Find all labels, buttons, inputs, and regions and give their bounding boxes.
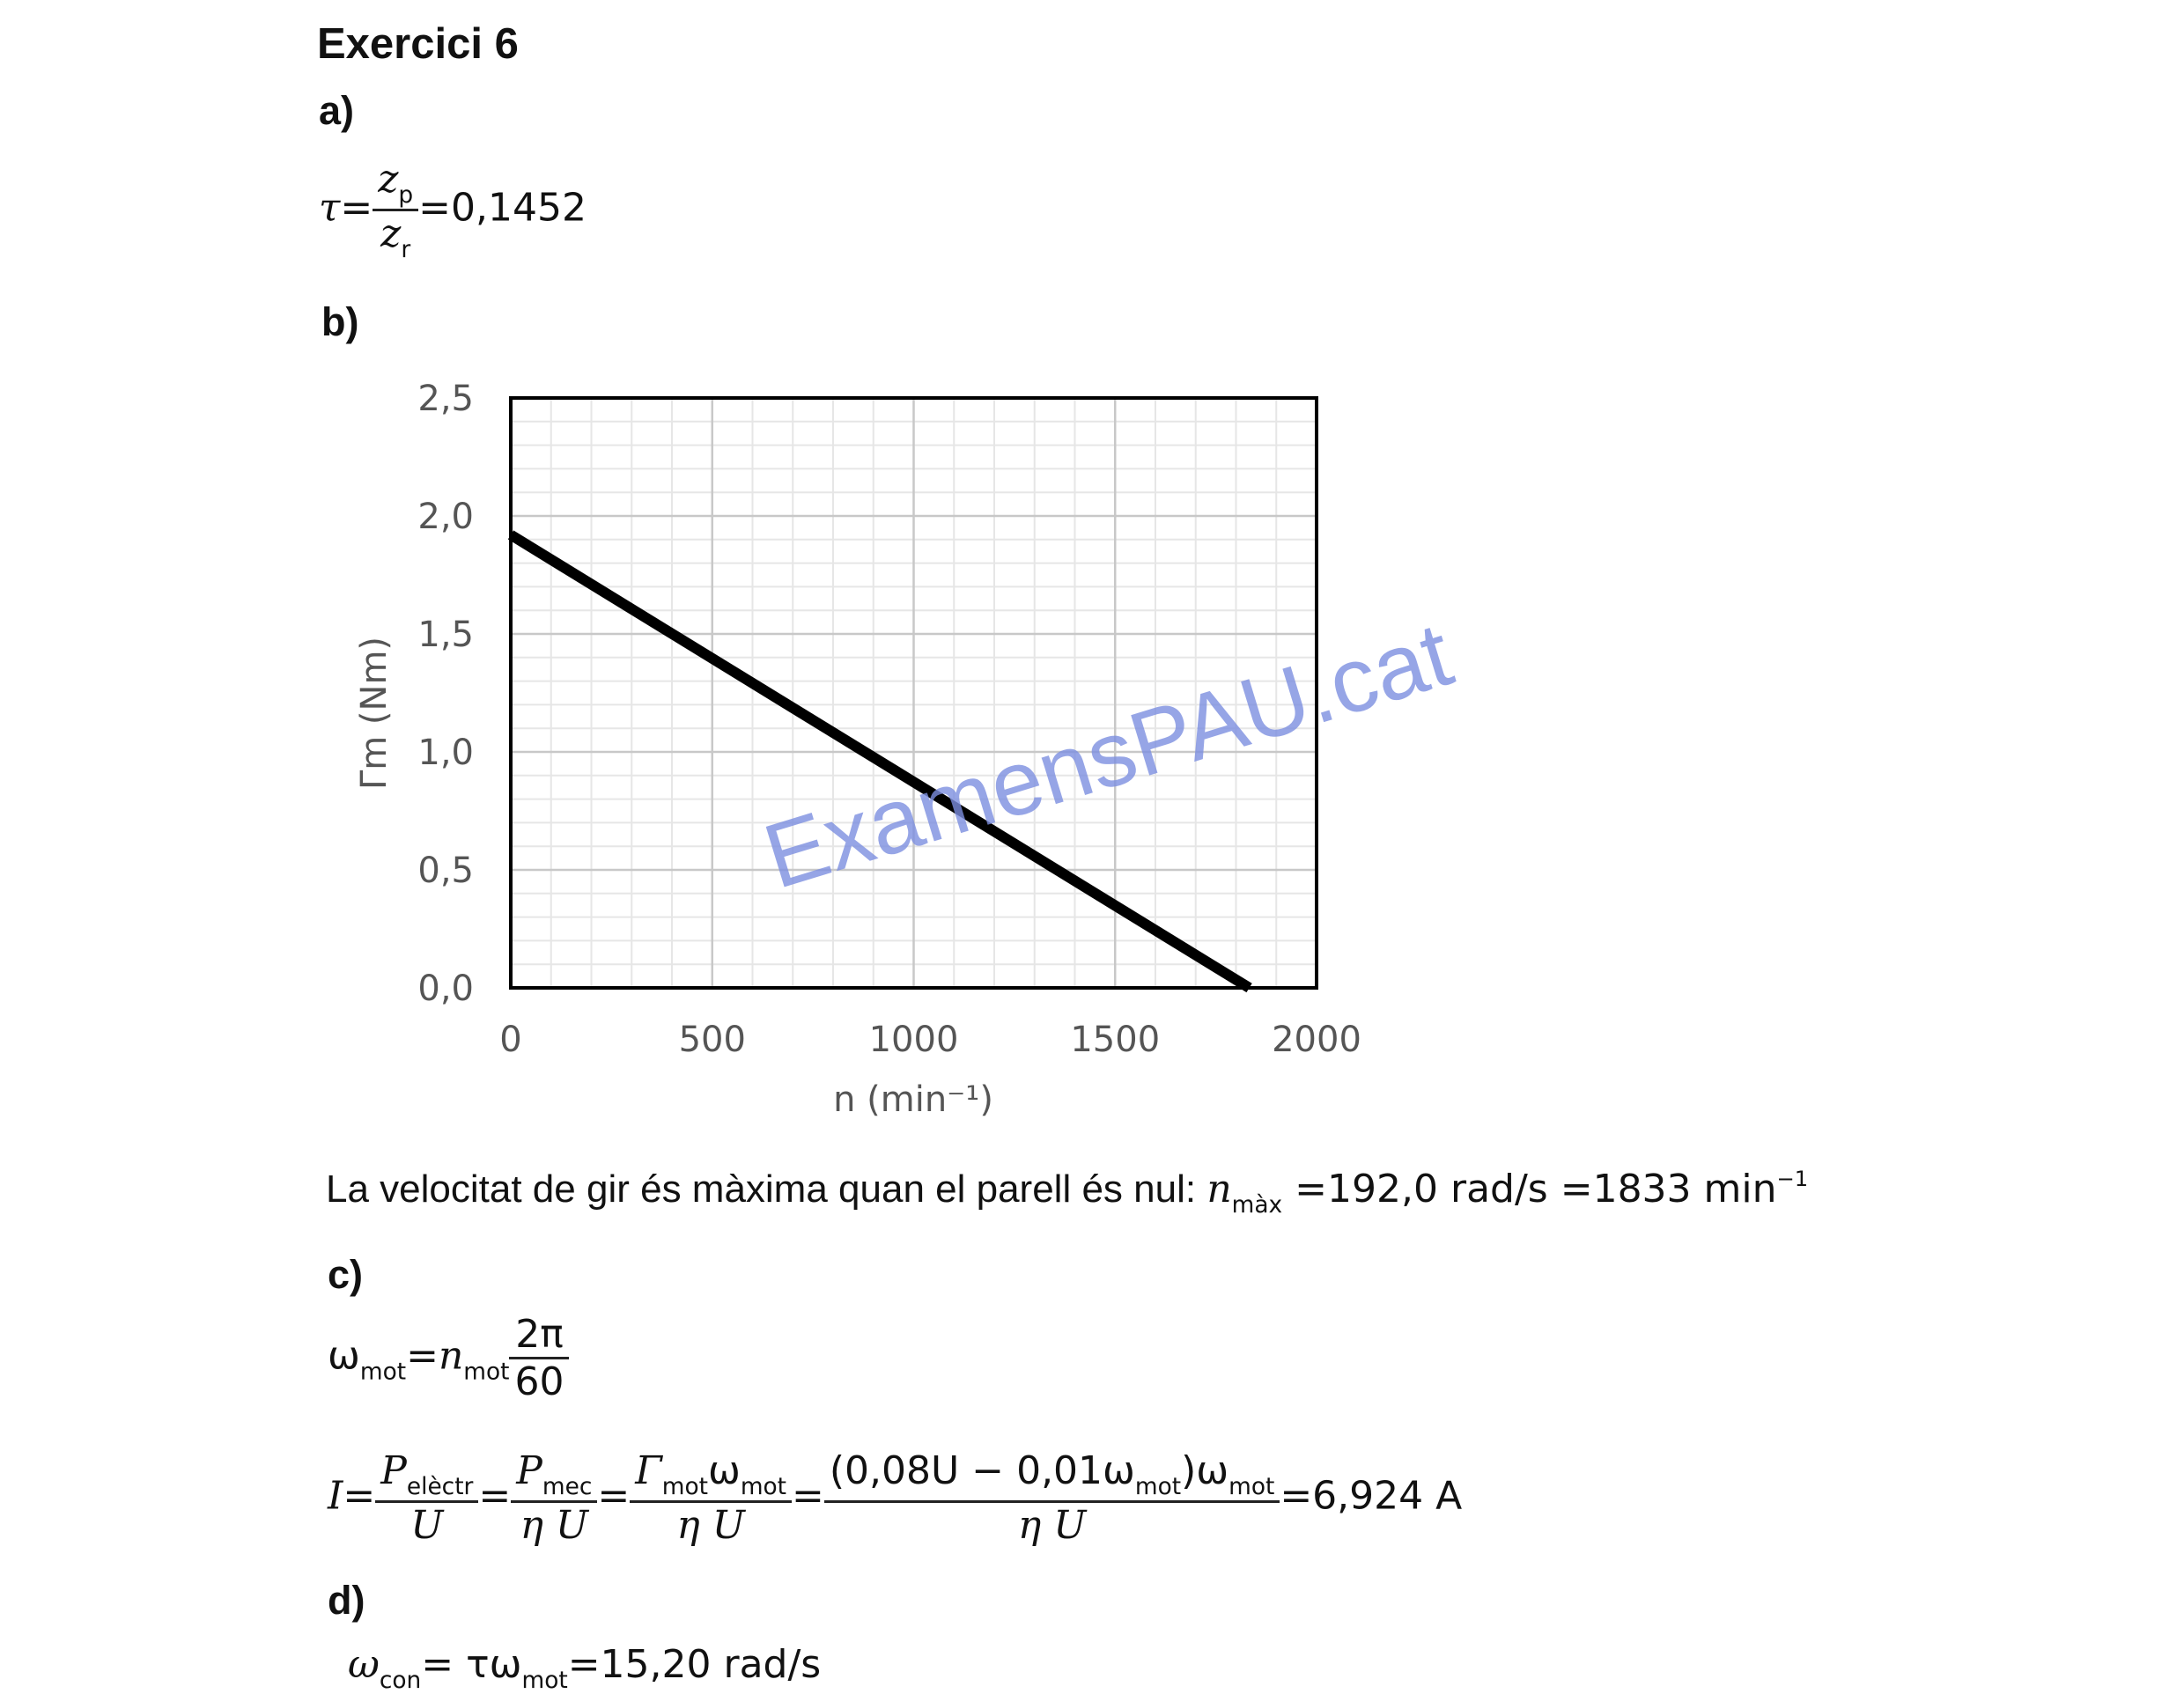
section-b-label: b) <box>321 299 359 344</box>
equals-sign: = <box>406 1333 439 1379</box>
torque-speed-chart <box>335 370 1462 1145</box>
denominator-sub: r <box>401 235 411 263</box>
current-result: =6,924 A <box>1280 1473 1463 1519</box>
gamma-sub: mot <box>661 1472 708 1500</box>
watermark: ExamensPAU.cat <box>753 602 1464 909</box>
denominator: U <box>375 1500 478 1548</box>
section-d-label: d) <box>328 1578 365 1623</box>
x-tick-label: 2000 <box>1272 1020 1361 1060</box>
n-symbol: n <box>438 1333 464 1379</box>
y-tick-label: 0,0 <box>417 969 474 1009</box>
equals-sign: = <box>340 185 373 231</box>
max-speed-text: La velocitat de gir és màxima quan el parell és nul: <box>326 1167 1197 1212</box>
x-tick-label: 500 <box>678 1020 746 1060</box>
omega-symbol: ω <box>707 1448 741 1493</box>
denominator: η U <box>630 1500 792 1548</box>
p-symbol: P <box>516 1448 542 1493</box>
equals-sign: = <box>597 1473 631 1519</box>
gamma-symbol: Γ <box>635 1448 662 1493</box>
torque-expression: (0,08U − 0,01ω <box>829 1448 1135 1493</box>
omega-sub: con <box>379 1666 422 1694</box>
equals-sign: = <box>478 1473 512 1519</box>
numerator: 2π <box>515 1312 564 1357</box>
tau-omega: = τω <box>421 1642 522 1687</box>
y-tick-label: 2,5 <box>417 379 474 419</box>
current-symbol: I <box>328 1473 343 1519</box>
omega-sub: mot <box>1134 1472 1182 1500</box>
omega-sub: mot <box>521 1666 568 1694</box>
max-speed-values: =192,0 rad/s =1833 min <box>1295 1167 1777 1212</box>
x-tick-labels <box>499 1020 1361 1060</box>
y-tick-label: 1,0 <box>417 733 474 773</box>
page-title: Exercici 6 <box>317 20 519 68</box>
fraction-pelectr-u <box>375 1448 478 1548</box>
p-sub: mec <box>542 1472 593 1500</box>
y-tick-label: 0,5 <box>417 851 474 891</box>
numerator-sub: p <box>398 180 414 209</box>
omega-sub: mot <box>740 1472 787 1500</box>
section-a-label: a) <box>319 88 355 133</box>
x-tick-label: 1000 <box>868 1020 959 1060</box>
equals-sign: = <box>343 1473 376 1519</box>
fraction-2pi-60 <box>509 1312 569 1404</box>
fraction-torque-expression <box>824 1448 1280 1548</box>
formula-current <box>328 1448 1462 1548</box>
equals-sign: = <box>792 1473 824 1519</box>
fraction-zp-zr <box>373 157 418 263</box>
p-symbol: P <box>380 1448 407 1493</box>
formula-transmission-ratio <box>319 157 587 263</box>
x-tick-label: 0 <box>499 1020 522 1060</box>
min-exponent: −1 <box>1776 1167 1809 1191</box>
section-c-label: c) <box>328 1252 364 1297</box>
n-symbol: n <box>1206 1167 1232 1212</box>
tau-symbol: τ <box>319 185 341 231</box>
p-sub: elèctr <box>406 1472 474 1500</box>
omega-sub: mot <box>1228 1472 1275 1500</box>
omega-symbol: ω <box>348 1642 380 1687</box>
formula-omega-mot <box>328 1312 569 1404</box>
formula-omega-con <box>348 1642 821 1694</box>
max-speed-formula <box>1206 1167 1809 1219</box>
y-tick-labels <box>417 379 474 1009</box>
max-speed-sentence <box>326 1167 1808 1219</box>
denominator: η U <box>511 1500 597 1548</box>
denominator: 60 <box>509 1357 569 1404</box>
y-axis-label: Γm (Nm) <box>354 636 395 791</box>
n-sub: mot <box>463 1358 510 1386</box>
denominator-z: z <box>380 210 402 256</box>
y-tick-label: 1,5 <box>417 615 474 655</box>
n-max-sub: màx <box>1231 1191 1283 1219</box>
omega-sub: mot <box>359 1358 407 1386</box>
y-tick-label: 2,0 <box>417 497 474 537</box>
omega-factor: )ω <box>1181 1448 1229 1493</box>
omega-symbol: ω <box>328 1333 360 1379</box>
fraction-gamma-omega <box>630 1448 792 1548</box>
denominator: η U <box>824 1500 1280 1548</box>
numerator-z: z <box>378 157 399 202</box>
fraction-pmec-etau <box>511 1448 597 1548</box>
omega-con-result: =15,20 rad/s <box>567 1642 822 1687</box>
ratio-result: =0,1452 <box>418 185 587 231</box>
x-axis-label: n (min⁻¹) <box>833 1079 993 1120</box>
x-tick-label: 1500 <box>1070 1020 1161 1060</box>
